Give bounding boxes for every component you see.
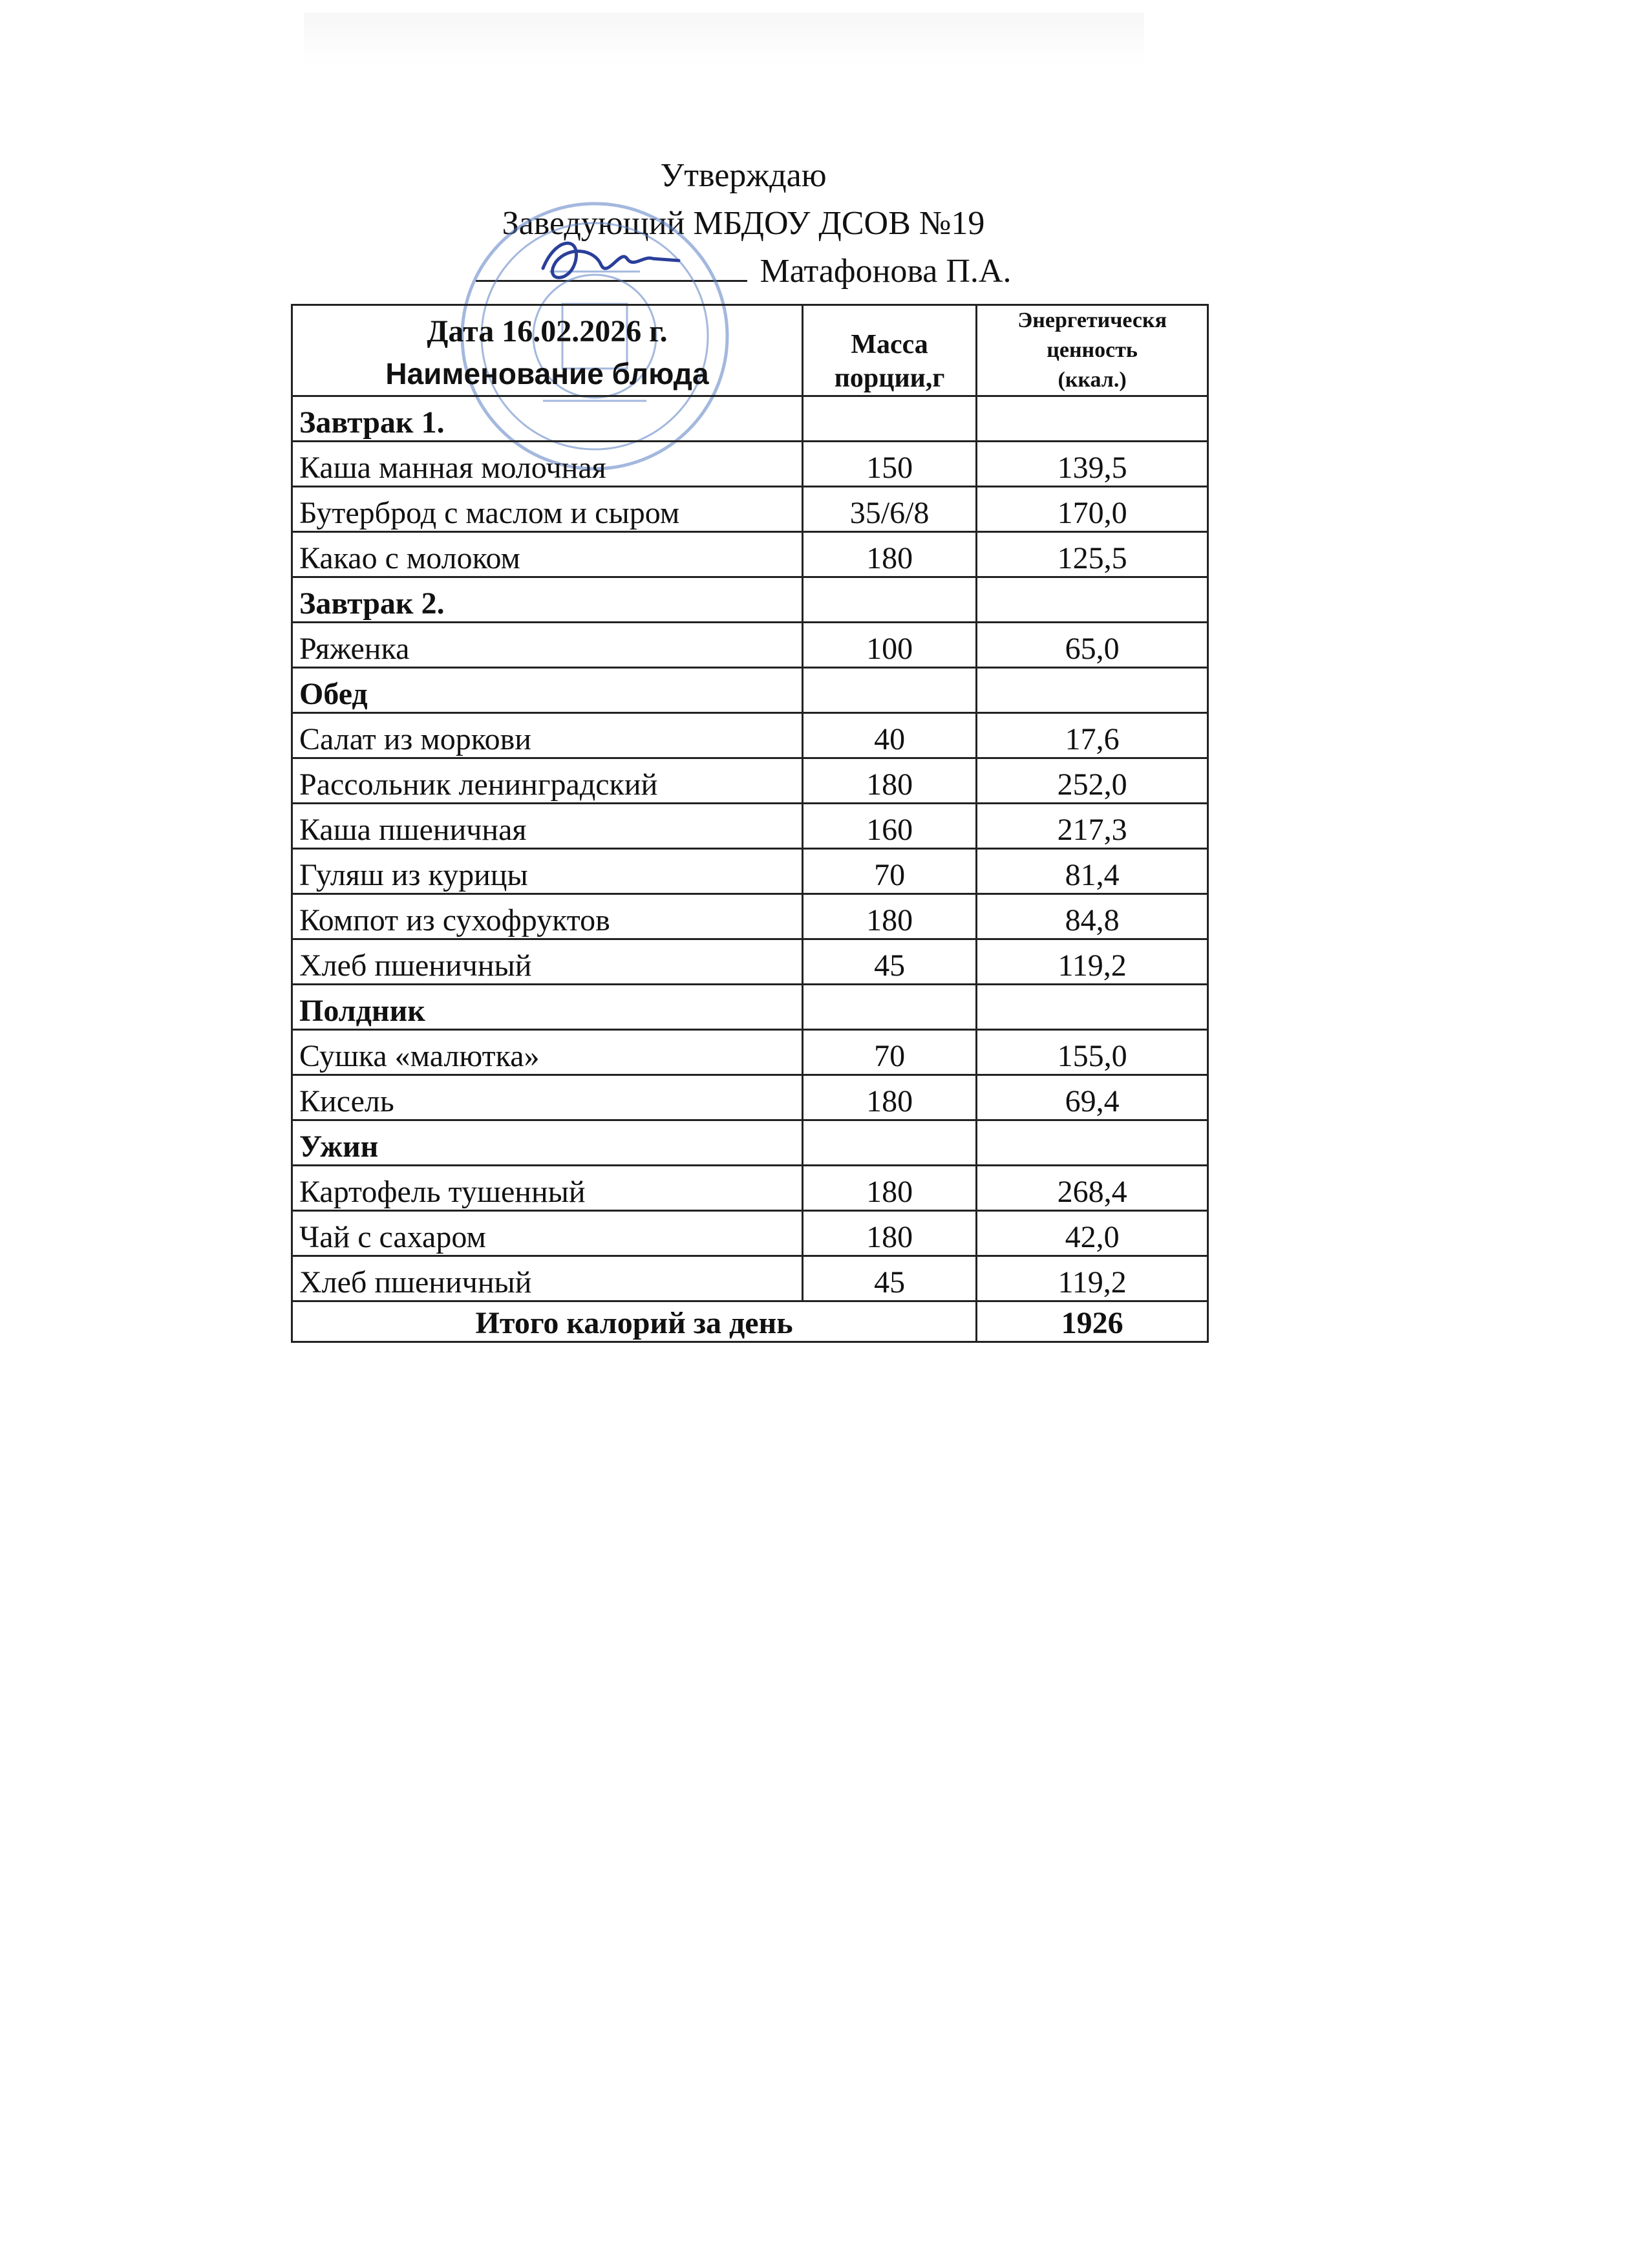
- handwritten-signature-icon: [530, 223, 685, 294]
- approval-signer: Матафонова П.А.: [760, 253, 1012, 290]
- dish-energy: 42,0: [977, 1211, 1208, 1256]
- total-value: 1926: [977, 1301, 1208, 1342]
- dish-energy: 119,2: [977, 1256, 1208, 1301]
- dish-mass: [802, 668, 976, 713]
- header-mass-line2: порции,г: [834, 363, 945, 393]
- dish-name: Бутерброд с маслом и сыром: [292, 487, 803, 532]
- dish-mass: [802, 396, 976, 442]
- approval-title: Утверждаю: [660, 157, 827, 194]
- table-row: [292, 1120, 1208, 1166]
- table-row: [292, 713, 1208, 758]
- dish-mass: 70: [802, 1030, 976, 1075]
- dish-energy: 170,0: [977, 487, 1208, 532]
- dish-energy: [977, 1120, 1208, 1166]
- dish-mass: 160: [802, 804, 976, 849]
- table-row: [292, 1256, 1208, 1301]
- dish-mass: 180: [802, 1166, 976, 1211]
- dish-mass: 180: [802, 758, 976, 804]
- header-energy-line3: (ккал.): [1058, 368, 1127, 392]
- table-row: [292, 758, 1208, 804]
- dish-mass: [802, 1120, 976, 1166]
- dish-mass: 180: [802, 894, 976, 939]
- dish-mass: 45: [802, 939, 976, 985]
- dish-energy: 65,0: [977, 623, 1208, 668]
- dish-energy: 84,8: [977, 894, 1208, 939]
- total-row: [292, 1301, 1208, 1342]
- dish-energy: [977, 985, 1208, 1030]
- dish-energy: 252,0: [977, 758, 1208, 804]
- dish-energy: 217,3: [977, 804, 1208, 849]
- dish-name: Сушка «малютка»: [292, 1030, 803, 1075]
- table-row: [292, 623, 1208, 668]
- dish-name: Каша манная молочная: [292, 442, 803, 487]
- dish-energy: 268,4: [977, 1166, 1208, 1211]
- dish-energy: 69,4: [977, 1075, 1208, 1120]
- dish-name: Кисель: [292, 1075, 803, 1120]
- menu-date: Дата 16.02.2026 г.: [427, 314, 668, 348]
- table-row: [292, 532, 1208, 577]
- table-row: [292, 577, 1208, 623]
- dish-mass: 180: [802, 1075, 976, 1120]
- table-row: [292, 442, 1208, 487]
- dish-mass: 35/6/8: [802, 487, 976, 532]
- dish-mass: [802, 577, 976, 623]
- header-energy-line1: Энергетическя: [1017, 308, 1167, 332]
- dish-name: Хлеб пшеничный: [292, 1256, 803, 1301]
- dish-name: Хлеб пшеничный: [292, 939, 803, 985]
- dish-energy: 125,5: [977, 532, 1208, 577]
- approval-position: Заведующий МБДОУ ДСОВ №19: [502, 205, 985, 242]
- total-label: Итого калорий за день: [292, 1301, 977, 1342]
- dish-mass: [802, 985, 976, 1030]
- dish-energy: 17,6: [977, 713, 1208, 758]
- table-row: [292, 1211, 1208, 1256]
- dish-mass: 100: [802, 623, 976, 668]
- dish-mass: 180: [802, 532, 976, 577]
- dish-name: Ряженка: [292, 623, 803, 668]
- table-row: [292, 1030, 1208, 1075]
- dish-name: Завтрак 2.: [292, 577, 803, 623]
- dish-energy: 119,2: [977, 939, 1208, 985]
- menu-table: [291, 304, 1209, 1343]
- dish-energy: 81,4: [977, 849, 1208, 894]
- header-name-cell: [292, 305, 803, 396]
- dish-energy: 155,0: [977, 1030, 1208, 1075]
- scan-shadow: [304, 13, 1144, 65]
- table-row: [292, 849, 1208, 894]
- dish-name: Картофель тушенный: [292, 1166, 803, 1211]
- table-row: [292, 804, 1208, 849]
- header-energy: [977, 305, 1208, 396]
- table-row: [292, 487, 1208, 532]
- dish-name: Рассольник ленинградский: [292, 758, 803, 804]
- table-row: [292, 396, 1208, 442]
- table-row: [292, 1166, 1208, 1211]
- header-energy-line2: ценность: [1047, 338, 1138, 362]
- dish-name: Какао с молоком: [292, 532, 803, 577]
- dish-name: Компот из сухофруктов: [292, 894, 803, 939]
- table-row: [292, 939, 1208, 985]
- dish-name: Гуляш из курицы: [292, 849, 803, 894]
- dish-energy: [977, 668, 1208, 713]
- dish-name: Полдник: [292, 985, 803, 1030]
- dish-mass: 180: [802, 1211, 976, 1256]
- dish-name: Салат из моркови: [292, 713, 803, 758]
- dish-name: Ужин: [292, 1120, 803, 1166]
- dish-name: Обед: [292, 668, 803, 713]
- header-mass-line1: Масса: [851, 330, 928, 359]
- table-row: [292, 894, 1208, 939]
- table-row: [292, 1075, 1208, 1120]
- table-row: [292, 668, 1208, 713]
- dish-mass: 150: [802, 442, 976, 487]
- dish-mass: 70: [802, 849, 976, 894]
- dish-energy: [977, 577, 1208, 623]
- dish-name: Чай с сахаром: [292, 1211, 803, 1256]
- table-row: [292, 985, 1208, 1030]
- dish-energy: 139,5: [977, 442, 1208, 487]
- header-dish-name: Наименование блюда: [385, 357, 709, 390]
- dish-name: Каша пшеничная: [292, 804, 803, 849]
- dish-energy: [977, 396, 1208, 442]
- dish-mass: 45: [802, 1256, 976, 1301]
- dish-name: Завтрак 1.: [292, 396, 803, 442]
- header-mass: [802, 305, 976, 396]
- dish-mass: 40: [802, 713, 976, 758]
